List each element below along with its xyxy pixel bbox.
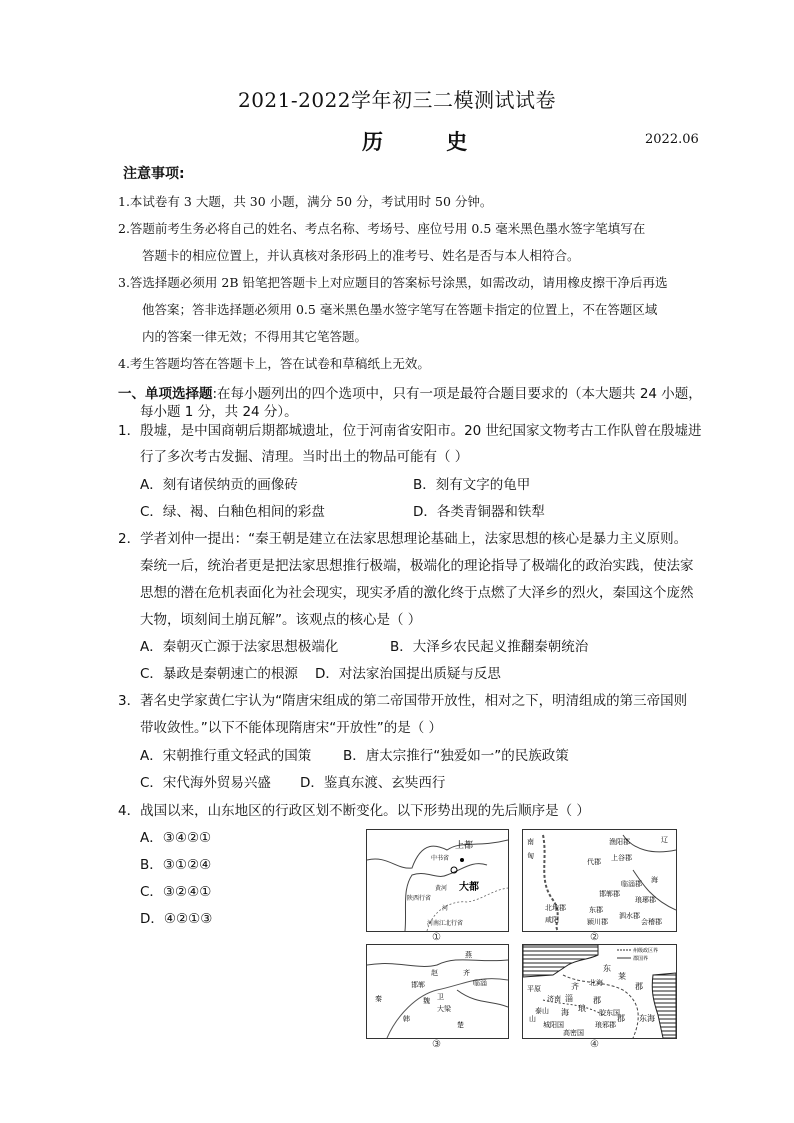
- map-1: [366, 829, 509, 932]
- map-3-figure: [367, 945, 508, 1038]
- map-3: [366, 944, 509, 1039]
- q3-option-b: B．唐太宗推行“独爱如一”的民族政策: [343, 748, 569, 764]
- map-3-label: 燕: [465, 951, 472, 959]
- map-1-caption: ①: [432, 932, 441, 943]
- map-1-label: 河: [442, 905, 449, 912]
- map-2-label: 咸阳: [545, 916, 559, 924]
- map-1-label: 大都: [459, 882, 479, 893]
- map-4-label: 琅: [578, 1004, 586, 1013]
- map-4-label: 齐: [571, 982, 579, 991]
- section-1-text: :在每小题列出的四个选项中，只有一项是最符合题目要求的（本大题共 24 小题，: [212, 386, 702, 402]
- map-2-label: 泗水郡: [619, 912, 640, 920]
- map-3-label: 楚: [457, 1021, 464, 1029]
- map-4-label: 州级政区界: [633, 948, 659, 954]
- notice-heading: 注意事项:: [123, 166, 185, 182]
- map-4-label: 郡: [593, 996, 601, 1005]
- q2-option-d: D．对法家治国提出质疑与反思: [315, 666, 501, 682]
- map-2-label: 海: [651, 876, 658, 884]
- map-1-label: 黄河: [435, 885, 448, 892]
- notice-item-1: 1.本试卷有 3 大题，共 30 小题，满分 50 分，考试用时 50 分钟。: [118, 194, 493, 209]
- map-2-label: 琅琊郡: [635, 896, 656, 904]
- map-4: [522, 944, 677, 1039]
- notice-item-3: 3.答选择题必须用 2B 铅笔把答题卡上对应题目的答案标号涂黑，如需改动，请用橡皮擦干净后再选: [118, 275, 668, 290]
- map-2-label: 渔阳郡: [609, 838, 630, 846]
- map-2-label: 上谷郡: [611, 854, 632, 862]
- map-3-label: 赵: [431, 969, 438, 977]
- map-1-label: 上都: [455, 841, 474, 851]
- q3-stem-cont: 带收敛性。”以下不能体现隋唐宋“开放性”的是（ ）: [140, 720, 443, 736]
- map-3-label: 齐: [463, 969, 470, 977]
- map-1-label: 河南江北行省: [427, 920, 464, 927]
- map-3-caption: ③: [432, 1039, 441, 1050]
- q1-option-a: A．刻有诸侯纳贡的画像砖: [140, 477, 298, 493]
- map-2-label: 邯郸郡: [599, 890, 620, 898]
- map-2-label: 颍川郡: [587, 918, 608, 926]
- map-3-label: 邯郸: [411, 981, 425, 989]
- map-4-label: 郡国界: [633, 956, 649, 962]
- q2-option-c: C．暴政是秦朝速亡的根源: [140, 666, 298, 682]
- map-4-label: 莱: [618, 972, 626, 981]
- map-4-caption: ④: [590, 1039, 599, 1050]
- map-2-figure: [523, 830, 676, 931]
- map-2-label: 辽: [661, 836, 668, 844]
- notice-item-4: 4.考生答题均答在答题卡上，答在试卷和草稿纸上无效。: [118, 356, 430, 371]
- q3-stem: 3．著名史学家黄仁宇认为“隋唐宋组成的第二帝国带开放性，相对之下，明清组成的第三帝国则: [118, 693, 688, 709]
- q2-option-a: A．秦朝灭亡源于法家思想极端化: [140, 639, 339, 655]
- q4-option-d: D．④②①③: [140, 911, 213, 927]
- map-4-label: 北海: [589, 979, 603, 987]
- map-2-label: 临淄郡: [621, 880, 642, 888]
- map-4-label: 淄: [565, 994, 573, 1003]
- map-4-label: 泰山: [535, 1007, 549, 1015]
- map-2-caption: ②: [590, 932, 599, 943]
- q4-option-b: B．③①②④: [140, 857, 212, 873]
- q4-stem: 4．战国以来，山东地区的行政区划不断变化。以下形势出现的先后顺序是（ ）: [118, 803, 590, 819]
- notice-item-2: 2.答题前考生务必将自己的姓名、考点名称、考场号、座位号用 0.5 毫米黑色墨水签字笔填写在: [118, 221, 646, 236]
- map-4-label: 高密国: [563, 1029, 584, 1037]
- exam-title: 2021-2022学年初三二模测试试卷: [237, 88, 557, 112]
- map-4-label: 山: [529, 1015, 536, 1023]
- q4-option-a: A．③④②①: [140, 830, 212, 846]
- map-2-label: 东郡: [589, 906, 603, 914]
- map-4-label: 平原: [527, 985, 541, 993]
- map-3-label: 秦: [375, 995, 382, 1003]
- section-1-text-cont: 每小题 1 分，共 24 分）。: [140, 404, 298, 420]
- map-2-label: 代郡: [587, 858, 601, 866]
- map-2-label: 北地郡: [545, 904, 566, 912]
- map-3-label: 临淄: [473, 979, 487, 987]
- map-4-label: 胶东国: [599, 1009, 620, 1017]
- map-3-label: 韩: [403, 1015, 410, 1023]
- notice-item-3-cont2: 内的答案一律无效；不得用其它笔答题。: [142, 329, 368, 344]
- map-4-label: 郡: [617, 1014, 625, 1023]
- q1-option-c: C．绿、褐、白釉色相间的彩盘: [140, 504, 325, 520]
- q2-option-b: B．大泽乡农民起义推翻秦朝统治: [390, 639, 589, 655]
- map-3-label: 卫: [437, 993, 444, 1001]
- map-2-label: 匈: [527, 852, 534, 860]
- exam-date: 2022.06: [645, 132, 699, 147]
- q1-stem: 1．殷墟，是中国商朝后期都城遗址，位于河南省安阳市。20 世纪国家文物考古工作队曾在殷墟进: [118, 423, 702, 439]
- map-4-label: 济南: [547, 995, 561, 1003]
- map-4-label: 琅邪郡: [595, 1021, 616, 1029]
- q3-option-d: D．鉴真东渡、玄奘西行: [300, 775, 446, 791]
- map-2: [522, 829, 677, 932]
- map-4-label: 东海: [639, 1014, 655, 1023]
- q1-stem-cont: 行了多次考古发掘、清理。当时出土的物品可能有（ ）: [140, 449, 469, 465]
- q4-option-c: C．③②④①: [140, 884, 212, 900]
- map-1-figure: [367, 830, 508, 931]
- map-1-label: 中书省: [431, 855, 450, 862]
- q1-option-b: B．刻有文字的龟甲: [413, 477, 531, 493]
- map-4-label: 城阳国: [543, 1021, 564, 1029]
- notice-item-3-cont: 他答案；答非选择题必须用 0.5 毫米黑色墨水签字笔写在答题卡指定的位置上，不在答题区域: [142, 302, 658, 317]
- q3-option-c: C．宋代海外贸易兴盛: [140, 775, 271, 791]
- section-1-label: 一、单项选择题: [118, 386, 213, 402]
- map-3-label: 魏: [423, 997, 430, 1005]
- map-2-label: 南: [527, 838, 534, 846]
- q2-stem-cont-3: 大物，顷刻间土崩瓦解”。该观点的核心是（ ）: [140, 612, 422, 628]
- section-1-heading: [118, 382, 702, 402]
- q2-stem-cont-2: 思想的潜在危机表面化为社会现实，现实矛盾的激化终于点燃了大泽乡的烈火，秦国这个庞然: [140, 585, 694, 601]
- map-4-figure: [523, 945, 676, 1038]
- map-4-label: 郡: [635, 982, 643, 991]
- subject-title: 历 史: [362, 129, 496, 154]
- q3-option-a: A．宋朝推行重文轻武的国策: [140, 748, 312, 764]
- q1-option-d: D．各类青铜器和铁犁: [413, 504, 545, 520]
- q2-stem: 2．学者刘仲一提出：“秦王朝是建立在法家思想理论基础上，法家思想的核心是暴力主义原则。: [118, 531, 688, 547]
- q2-stem-cont-1: 秦统一后，统治者更是把法家思想推行极端，极端化的理论指导了极端化的政治实践，使法家: [140, 558, 694, 574]
- map-1-label: 陕西行省: [407, 895, 432, 902]
- map-4-label: 东: [603, 964, 611, 973]
- notice-item-2-cont: 答题卡的相应位置上，并认真核对条形码上的准考号、姓名是否与本人相符合。: [142, 248, 580, 263]
- map-4-label: 海: [561, 1008, 569, 1017]
- map-3-label: 大梁: [437, 1005, 451, 1013]
- map-2-label: 会稽郡: [641, 918, 662, 926]
